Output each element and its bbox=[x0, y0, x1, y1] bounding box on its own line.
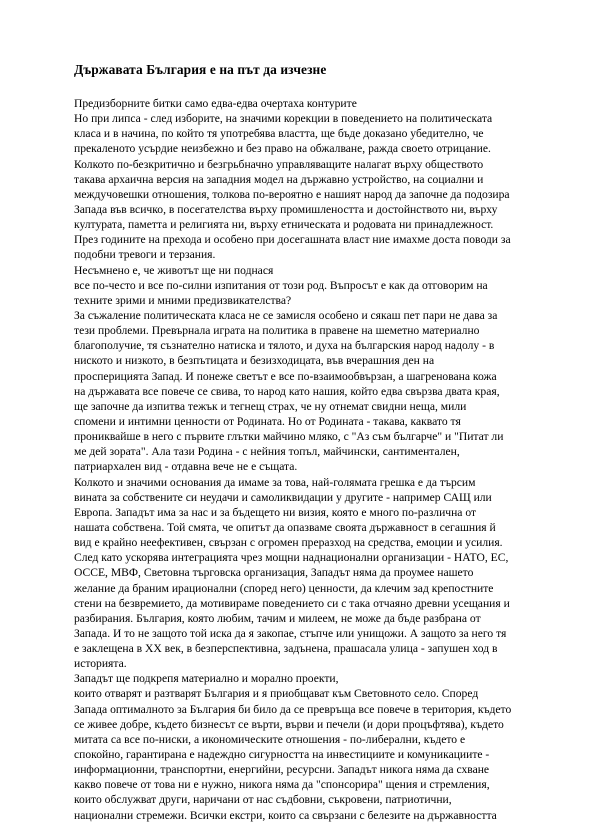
body-line: Европа. Западът има за нас и за бъдещето ни визия, която е много по-различна от bbox=[74, 505, 477, 519]
body-line: Западът ще подкрепя материално и морално проекти, bbox=[74, 672, 339, 686]
body-line: такава архаична версия на западния модел на държавно устройство, на социални и bbox=[74, 172, 484, 186]
body-line: ще започне да изпитва тежък и тегнещ страх, че ну отнемат свидни неща, мили bbox=[74, 399, 467, 413]
body-line: Колкото и значими основания да имаме за това, най-голямата грешка е да търсим bbox=[74, 475, 476, 489]
body-line: Запада оптималното за България би било да се превръща все повече в територия, където bbox=[74, 702, 512, 716]
body-line: Колкото по-безкритично и безгрьбначно управляващите налагат върху обществото bbox=[74, 157, 484, 171]
body-line: вината за собствените си неудачи и самоликвидации у другите - например САЩ или bbox=[74, 490, 492, 504]
body-line: стени на безвремието, да мотивираме поведението си с така отчаяно древни усещания и bbox=[74, 596, 510, 610]
body-line: митата са все по-ниски, а икономическите отношения - по-либерални, където е bbox=[74, 732, 466, 746]
body-line: През годините на прехода и особено при досегашната власт ние имахме доста поводи за bbox=[74, 233, 511, 247]
body-line: благополучие, тя съзнателно натиска и тялото, и духа на българския народ надолу - в bbox=[74, 339, 495, 353]
body-line: спомени и интимни ценности от Родината. Но от Родината - такава, каквато тя bbox=[74, 414, 461, 428]
body-line: ме дей зората". Ала тази Родина - с нейния топъл, майчински, сантиментален, bbox=[74, 445, 460, 459]
body-line: културата, паметта и религията ни, върху етническата и родовата ни принадлежност. bbox=[74, 218, 494, 232]
body-line: просперицията Запад. И понеже светът е все по-взаимообвързан, а шагренована кожа bbox=[74, 369, 497, 383]
body-line: какво повече от това ни е нужно, никога няма да "спонсорира" щения и стремления, bbox=[74, 778, 490, 792]
body-line: нашата собствена. Той смята, че опитът да опазваме своята държавност в сегашния й bbox=[74, 520, 496, 534]
body-line: патриархален вид - отдавна вече не е същата. bbox=[74, 460, 298, 474]
body-line: За съжаление политическата класа не се замисля особено и сякаш пет пари не дава за bbox=[74, 308, 498, 322]
body-line: Предизборните битки само едва-едва очертаха контурите bbox=[74, 97, 357, 110]
body-line: ниското и низкото, в безпътицата и безизходицата, във вчерашния ден на bbox=[74, 354, 435, 368]
body-line: информационни, транспортни, енергийни, ресурсни. Западът никога няма да схване bbox=[74, 763, 490, 777]
body-line: Запада. И то не защото той иска да я закопае, стъпче или унищожи. А защото за него тя bbox=[74, 626, 507, 640]
body-line: които отварят и разтварят България и я приобщават към Световното село. Според bbox=[74, 687, 479, 701]
body-line: тези проблеми. Превърнала играта на политика в правене на шеметно материално bbox=[74, 324, 480, 338]
body-line: национални стремежи. Всички екстри, които са свързани с белезите на държавността bbox=[74, 808, 497, 822]
body-line: класа и в начина, по който тя употребява властта, ще бъде доказано убедително, че bbox=[74, 127, 484, 141]
body-line: е заклещена в XX век, в безперспективна, задънена, прашасала улица - запушен ход в bbox=[74, 642, 498, 656]
body-line: прониквайше в него с първите глътки майчино мляко, с "Аз съм българче" и "Питат ли bbox=[74, 430, 504, 444]
body-line: които обслужват други, наричани от нас съдбовни, съкровени, патриотични, bbox=[74, 793, 452, 807]
body-line: прекаленото усърдие неизбежно и без право на обжалване, ражда своето отрицание. bbox=[74, 142, 491, 156]
body-line: Запада във всичко, в посегателства върху промишлеността и достойнството ни, върху bbox=[74, 202, 498, 216]
body-line: техните зрими и мними предизвикателства? bbox=[74, 293, 292, 307]
body-line: спокойно, гарантирана е надеждно сигурността на инвестициите и комуникациите - bbox=[74, 748, 490, 762]
body-line: все по-често и все по-силни изпитания от този род. Въпросът е как да отговорим на bbox=[74, 278, 488, 292]
document-title: Държавата България е на път да изчезне bbox=[74, 62, 327, 77]
body-line: ОССЕ, МВФ, Световна търговска организация, Западът няма да проумее нашето bbox=[74, 566, 474, 580]
body-line: вид е крайно неефективен, свързан с огромен преразход на средства, емоции и усилия. bbox=[74, 536, 503, 550]
body-line: разбирания. България, която любим, тачим и милеем, не може да бъде разбрана от bbox=[74, 611, 481, 625]
body-line: Несъмнено е, че животът ще ни поднася bbox=[74, 263, 274, 277]
body-line: Но при липса - след изборите, на значими корекции в поведението на политическата bbox=[74, 112, 493, 126]
body-line: След като ускорява интеграцията чрез мощни наднационални организации - НАТО, ЕС, bbox=[74, 551, 509, 565]
body-line: желание да браним ирационални (според него) ценности, да клечим зад крепостните bbox=[74, 581, 494, 595]
body-line: междучовешки отношения, толкова по-вероятно е нашият народ да започне да подозира bbox=[74, 187, 510, 201]
body-line: историята. bbox=[74, 657, 127, 671]
body-line: на държавата все повече се свива, то народ като нашия, който едва свързва двата края, bbox=[74, 384, 500, 398]
body-line: се живее добре, където бизнесът се върти, върви и печели (и дори процъфтява), където bbox=[74, 717, 504, 731]
document-body bbox=[74, 96, 554, 823]
body-line: подобни тревоги и терзания. bbox=[74, 248, 216, 262]
